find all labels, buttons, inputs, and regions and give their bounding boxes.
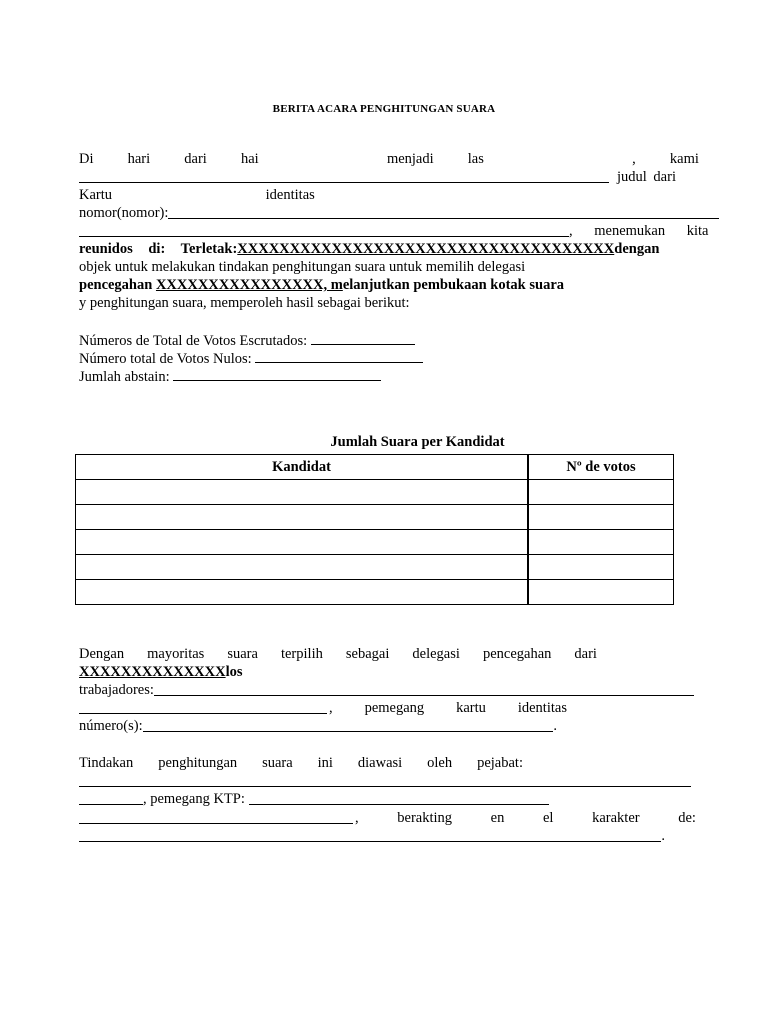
word: identitas: [265, 187, 315, 203]
word: berakting: [397, 810, 453, 826]
votes-cell[interactable]: [528, 505, 674, 530]
p1-line-6: [79, 240, 719, 258]
table-row: [76, 530, 674, 555]
p3-line-3: [79, 790, 549, 808]
label: Jumlah abstain:: [79, 369, 170, 385]
word: dari: [574, 646, 597, 662]
text: , pemegang KTP:: [143, 791, 249, 807]
text: reunidos di: Terletak:: [79, 241, 238, 257]
words: [353, 809, 696, 827]
word: Kartu: [79, 187, 113, 203]
word: oleh: [427, 755, 453, 771]
votes-cell[interactable]: [528, 555, 674, 580]
label: Número total de Votos Nulos:: [79, 351, 252, 367]
candidate-cell[interactable]: [76, 530, 529, 555]
header-votes: Nº de votos: [528, 455, 674, 480]
blank-line[interactable]: [311, 330, 415, 345]
label: Números de Total de Votos Escrutados:: [79, 333, 308, 349]
blank-line[interactable]: [79, 168, 609, 183]
word: ini: [317, 755, 333, 771]
word: Di: [79, 151, 94, 167]
candidate-cell[interactable]: [76, 580, 529, 605]
p3-line-1: [79, 754, 523, 772]
votes-cell[interactable]: [528, 530, 674, 555]
p3-line-4: [79, 809, 696, 827]
header-candidate: Kandidat: [76, 455, 529, 480]
text: elanjutkan pembukaan kotak suara: [342, 277, 565, 293]
text: los: [225, 664, 243, 680]
words: [327, 699, 567, 717]
candidate-cell[interactable]: [76, 555, 529, 580]
word: ,: [329, 700, 333, 716]
word: ,: [632, 151, 636, 167]
text: , menemukan kita: [569, 223, 709, 239]
word: pencegahan: [482, 646, 552, 662]
word: menjadi: [386, 151, 434, 167]
word: karakter: [592, 810, 640, 826]
p3-line-5: [79, 827, 665, 845]
p2-line-2: [79, 663, 719, 681]
p1-line-4: [79, 204, 719, 222]
blank-line[interactable]: [79, 699, 327, 714]
p1-line-7: objek untuk melakukan tindakan penghitungan suara untuk memilih delegasi: [79, 259, 526, 275]
text: dengan: [614, 241, 660, 257]
text: nomor(nomor):: [79, 205, 169, 221]
blank-line[interactable]: [79, 772, 691, 787]
p1-line-1: [79, 150, 719, 168]
word: sebagai: [345, 646, 390, 662]
table-row: [76, 480, 674, 505]
word: pejabat:: [477, 755, 523, 771]
text: judul dari: [617, 169, 676, 185]
blank-line[interactable]: [79, 809, 353, 824]
total-null-votes: [79, 348, 719, 368]
blank-line[interactable]: [79, 827, 661, 842]
table-title: Jumlah Suara per Kandidat: [330, 434, 505, 450]
p1-line-8: [79, 276, 719, 294]
word: Tindakan: [79, 755, 134, 771]
redacted-text: XXXXXXXXXXXXXX: [79, 664, 226, 680]
text: .: [661, 828, 665, 844]
p2-line-5: [79, 717, 557, 735]
blank-line[interactable]: [168, 204, 719, 219]
blank-line[interactable]: [79, 790, 143, 805]
redacted-text: XXXXXXXXXXXXXXXX, m: [155, 277, 343, 293]
table-row: [76, 505, 674, 530]
table-header-row: [76, 455, 674, 480]
word: ,: [355, 810, 359, 826]
blank-line[interactable]: [249, 790, 549, 805]
p2-line-1: [79, 645, 597, 663]
word: terpilih: [280, 646, 323, 662]
word: hai: [240, 151, 259, 167]
word: suara: [262, 755, 293, 771]
word: kami: [669, 151, 699, 167]
blank-line[interactable]: [154, 681, 694, 696]
blank-line[interactable]: [143, 717, 554, 732]
word: penghitungan: [158, 755, 238, 771]
table-row: [76, 580, 674, 605]
candidate-cell[interactable]: [76, 480, 529, 505]
votes-cell[interactable]: [528, 580, 674, 605]
label: número(s):: [79, 718, 143, 734]
word: kartu: [456, 700, 486, 716]
p1-line-3: [79, 186, 719, 204]
p3-line-2: [79, 772, 691, 787]
word: identitas: [517, 700, 567, 716]
word: hari: [127, 151, 151, 167]
text: pencegahan: [79, 277, 156, 293]
word: suara: [227, 646, 258, 662]
p1-line-5: [79, 222, 719, 240]
word: de:: [678, 810, 696, 826]
word: mayoritas: [147, 646, 205, 662]
blank-line[interactable]: [173, 366, 381, 381]
p2-line-4: [79, 699, 567, 717]
p2-line-3: [79, 681, 694, 699]
total-scrutinized: [79, 330, 719, 350]
p1-line-9: y penghitungan suara, memperoleh hasil sebagai berikut:: [79, 295, 410, 311]
blank-line[interactable]: [255, 348, 423, 363]
word: pemegang: [364, 700, 425, 716]
text: .: [553, 718, 557, 734]
word: delegasi: [412, 646, 460, 662]
redacted-text: XXXXXXXXXXXXXXXXXXXXXXXXXXXXXXXXXXXX: [237, 241, 615, 257]
p1-line-2: [79, 168, 719, 186]
word: Dengan: [79, 646, 125, 662]
word: dari: [184, 151, 207, 167]
word: diawasi: [357, 755, 403, 771]
document-title: BERITA ACARA PENGHITUNGAN SUARA: [272, 103, 496, 115]
table-row: [76, 555, 674, 580]
votes-cell[interactable]: [528, 480, 674, 505]
candidate-cell[interactable]: [76, 505, 529, 530]
word: las: [467, 151, 484, 167]
total-abstain: [79, 366, 719, 386]
label: trabajadores:: [79, 682, 154, 698]
word: el: [543, 810, 554, 826]
word: en: [490, 810, 505, 826]
votes-table: [75, 454, 674, 605]
blank-line[interactable]: [79, 222, 569, 237]
